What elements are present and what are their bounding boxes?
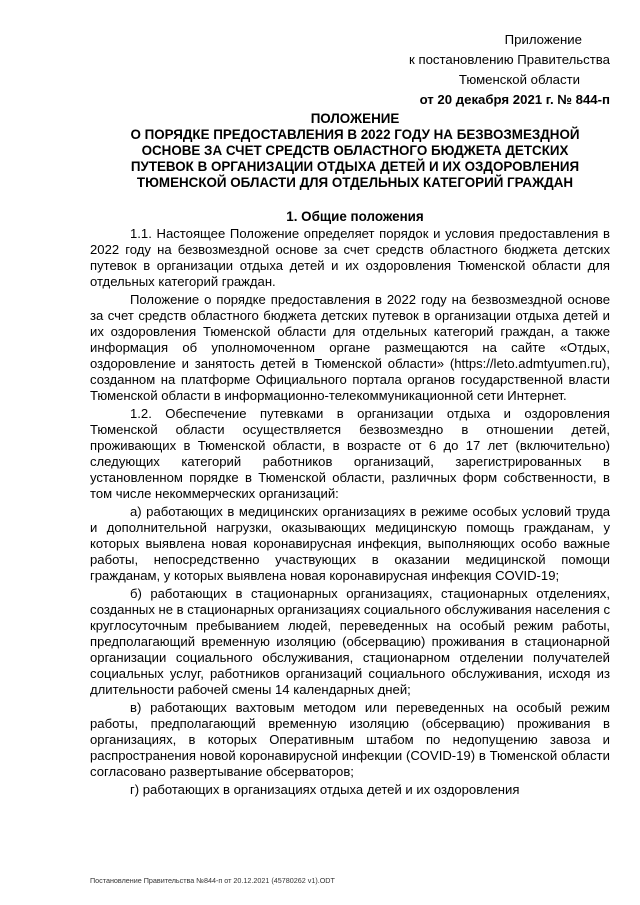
paragraph-website: Положение о порядке предоставления в 2022 году на безвозмездной основе за счет средств областного бюджета детских путевок в организации отдыха детей и их оздоровления Тюменской области для отдельных категорий граждан, а также информация об уполномоченном органе размещаются на сайте «Отдых, оздоровление и занятость детей в Тюменской области» (https://leto.admtyumen.ru), созданном на платформе Официального портала органов государственной власти Тюменской области в информационно-телекоммуникационной сети Интернет. bbox=[90, 292, 610, 403]
section-heading: 1. Общие положения bbox=[286, 209, 424, 224]
title-line-1: ПОЛОЖЕНИЕ bbox=[310, 111, 400, 126]
paragraph-item-a: а) работающих в медицинских организациях в режиме особых условий труда и дополнительной нагрузки, оказывающих медицинскую помощь гражданам, у которых выявлена новая коронавирусная инфекция, выполняющих особо важные работы, непосредственно участвующих в оказании медицинской помощи гражданам, у которых выявлена новая коронавирусная инфекция COVID-19; bbox=[90, 504, 610, 583]
appendix-block bbox=[310, 30, 610, 110]
paragraph-item-v: в) работающих вахтовым методом или переведенных на особый режим работы, предполагающий временную изоляцию (обсервацию) проживания в организациях, в которых Оперативным штабом по недопущению завоза и распространения новой коронавирусной инфекции (COVID-19) в Тюменской области согласовано развертывание обсерваторов; bbox=[90, 700, 610, 779]
title-line-4: ПУТЕВОК В ОРГАНИЗАЦИИ ОТДЫХА ДЕТЕЙ И ИХ ОЗДОРОВЛЕНИЯ bbox=[130, 159, 580, 174]
title-line-3: ОСНОВЕ ЗА СЧЕТ СРЕДСТВ ОБЛАСТНОГО БЮДЖЕТА ДЕТСКИХ bbox=[141, 143, 569, 158]
document-title bbox=[90, 111, 620, 191]
page-footer: Постановление Правительства №844-п от 20.12.2021 (45780262 v1).ODT bbox=[90, 876, 335, 885]
document-body bbox=[90, 226, 610, 800]
paragraph-1-2: 1.2. Обеспечение путевками в организации отдыха и оздоровления Тюменской области осуществляется безвозмездно в отношении детей, проживающих в Тюменской области, в возрасте от 6 до 17 лет (включительно) следующих категорий работников организаций, зарегистрированных в установленном порядке в Тюменской области, различных форм собственности, в том числе некоммерческих организаций: bbox=[90, 406, 610, 501]
appendix-line-3: Тюменской области bbox=[458, 72, 580, 87]
title-line-5: ТЮМЕНСКОЙ ОБЛАСТИ ДЛЯ ОТДЕЛЬНЫХ КАТЕГОРИЙ ГРАЖДАН bbox=[136, 175, 574, 190]
paragraph-item-b: б) работающих в стационарных организациях, стационарных отделениях, созданных не в стационарных организациях социального обслуживания населения с круглосуточным пребыванием людей, переведенных на особый режим работы, предполагающий временную изоляцию (обсервацию) проживания в стационарной организации социального обслуживания, стационарном отделении получателей социальных услуг, работников организаций социального обслуживания, исходя из длительности рабочей смены 14 календарных дней; bbox=[90, 586, 610, 697]
appendix-line-2: к постановлению Правительства bbox=[409, 52, 610, 67]
paragraph-item-g: г) работающих в организациях отдыха детей и их оздоровления bbox=[130, 782, 520, 797]
paragraph-1-1: 1.1. Настоящее Положение определяет порядок и условия предоставления в 2022 году на безвозмездной основе за счет средств областного бюджета детских путевок в организации отдыха детей и их оздоровления Тюменской области для отдельных категорий граждан. bbox=[90, 226, 610, 289]
appendix-date-number: от 20 декабря 2021 г. № 844-п bbox=[419, 92, 610, 107]
appendix-line-1: Приложение bbox=[504, 32, 582, 47]
title-line-2: О ПОРЯДКЕ ПРЕДОСТАВЛЕНИЯ В 2022 ГОДУ НА БЕЗВОЗМЕЗДНОЙ bbox=[130, 127, 580, 142]
